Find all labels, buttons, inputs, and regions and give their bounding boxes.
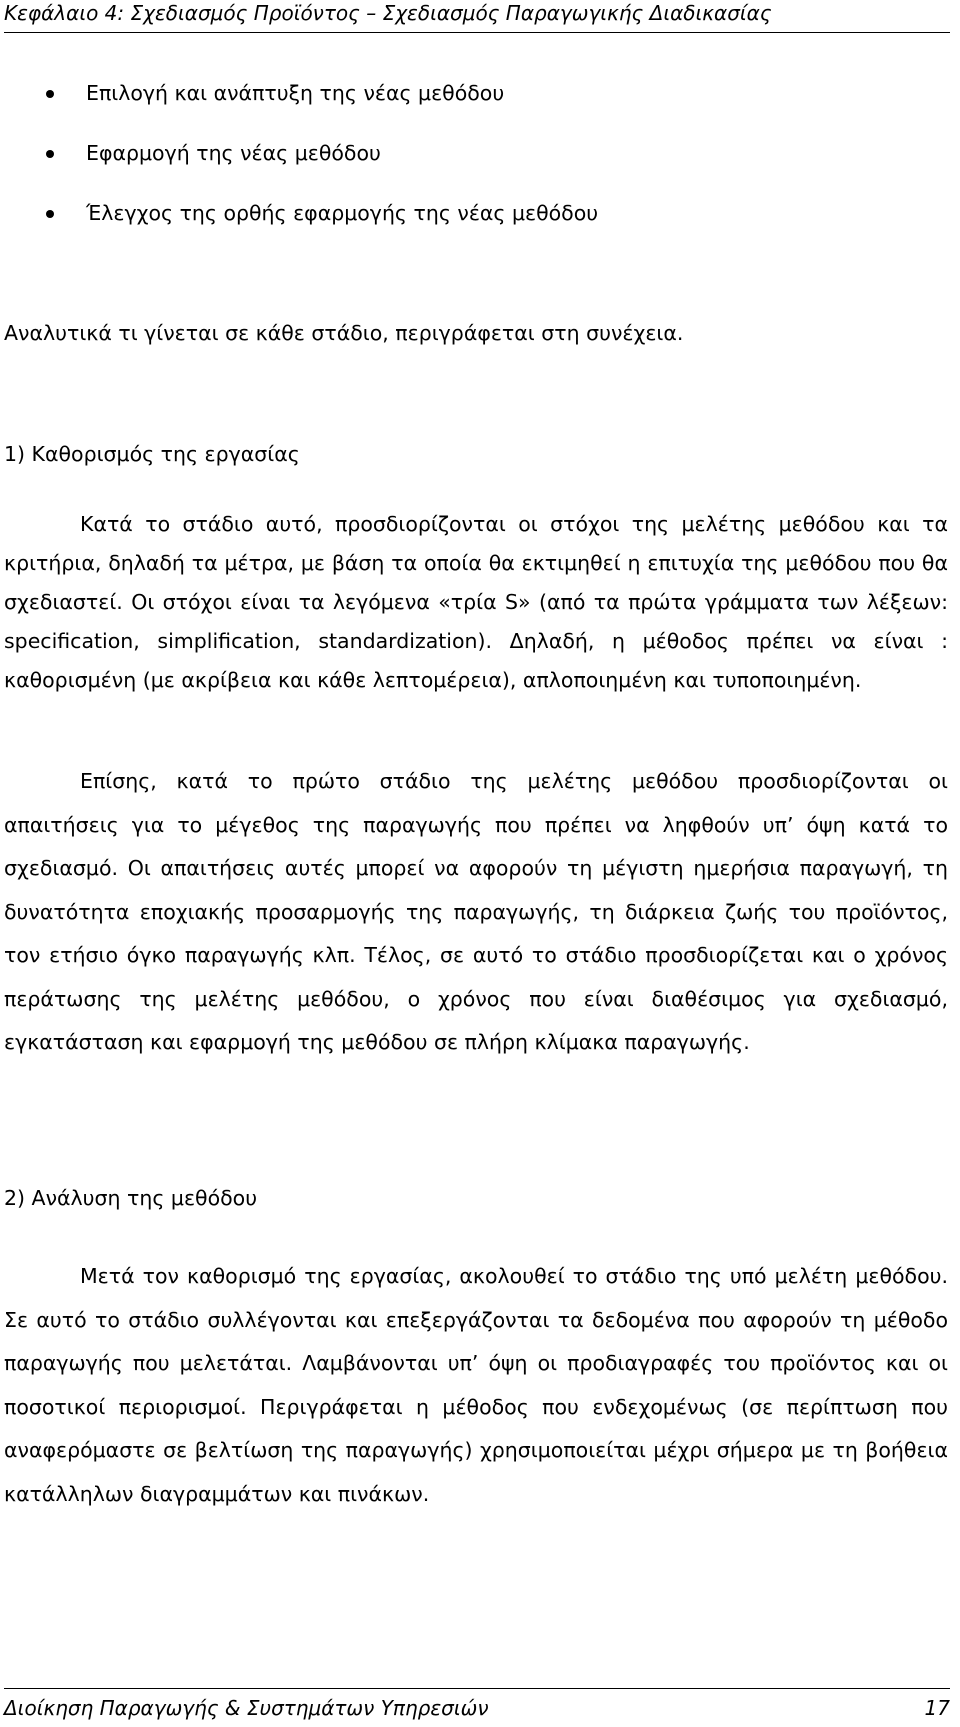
paragraph-text: Μετά τον καθορισμό της εργασίας, ακολουθεί το στάδιο της υπό μελέτη μεθόδου. Σε αυτό το στάδιο συλλέγονται και επεξεργάζονται τα δεδομένα που αφορούν τη μέθοδο παραγωγής που μελετάται. Λαμβάνονται υπ’ όψη οι προδιαγραφές του προϊόντος και οι ποσοτικοί περιορισμοί. Περιγράφεται η μέθοδος που ενδεχομένως (σε περίπτωση που αναφερόμαστε σε βελτίωση της παραγωγής) χρησιμοποιείται μέχρι σήμερα με τη βοήθεια κατάλληλων διαγραμμάτων και πινάκων. (4, 1264, 948, 1506)
section-heading: 2) Ανάλυση της μεθόδου (4, 1186, 258, 1210)
list-item-text: Έλεγχος της ορθής εφαρμογής της νέας μεθόδου (86, 201, 599, 225)
list-item-text: Επιλογή και ανάπτυξη της νέας μεθόδου (86, 81, 505, 105)
bullet-icon (46, 90, 54, 98)
paragraph (4, 760, 948, 1065)
intro-text: Αναλυτικά τι γίνεται σε κάθε στάδιο, περιγράφεται στη συνέχεια. (4, 321, 684, 345)
page-header: Κεφάλαιο 4: Σχεδιασμός Προϊόντος – Σχεδιασμός Παραγωγικής Διαδικασίας (4, 0, 950, 33)
list-item (40, 140, 598, 166)
paragraph-text: Επίσης, κατά το πρώτο στάδιο της μελέτης μεθόδου προσδιορίζονται οι απαιτήσεις για το μέγεθος της παραγωγής που πρέπει να ληφθούν υπ’ όψη κατά το σχεδιασμό. Οι απαιτήσεις αυτές μπορεί να αφορούν τη μέγιστη ημερήσια παραγωγή, τη δυνατότητα εποχιακής προσαρμογής της παραγωγής, τη διάρκεια ζωής του προϊόντος, τον ετήσιο όγκο παραγωγής κλπ. Τέλος, σε αυτό το στάδιο προσδιορίζεται και ο χρόνος περάτωσης της μελέτης μεθόδου, ο χρόνος που είναι διαθέσιμος για σχεδιασμό, εγκατάσταση και εφαρμογή της μεθόδου σε πλήρη κλίμακα παραγωγής. (4, 769, 948, 1054)
bullet-list (40, 80, 598, 260)
paragraph (4, 1255, 948, 1516)
bullet-icon (46, 210, 54, 218)
paragraph (4, 505, 948, 700)
section-heading: 1) Καθορισμός της εργασίας (4, 442, 300, 466)
list-item-text: Εφαρμογή της νέας μεθόδου (86, 141, 381, 165)
footer-title: Διοίκηση Παραγωγής & Συστημάτων Υπηρεσιών (4, 1696, 489, 1720)
list-item (40, 200, 598, 226)
page-number: 17 (924, 1696, 950, 1720)
paragraph-text: Κατά το στάδιο αυτό, προσδιορίζονται οι στόχοι της μελέτης μεθόδου και τα κριτήρια, δηλαδή τα μέτρα, με βάση τα οποία θα εκτιμηθεί η επιτυχία της μεθόδου που θα σχεδιαστεί. Οι στόχοι είναι τα λεγόμενα «τρία S» (από τα πρώτα γράμματα των λέξεων: specification, simplification, standardization). Δηλαδή, η μέθοδος πρέπει να είναι : καθορισμένη (με ακρίβεια και κάθε λεπτομέρεια), απλοποιημένη και τυποποιημένη. (4, 512, 948, 692)
list-item (40, 80, 598, 106)
page-footer (4, 1688, 950, 1721)
bullet-icon (46, 150, 54, 158)
